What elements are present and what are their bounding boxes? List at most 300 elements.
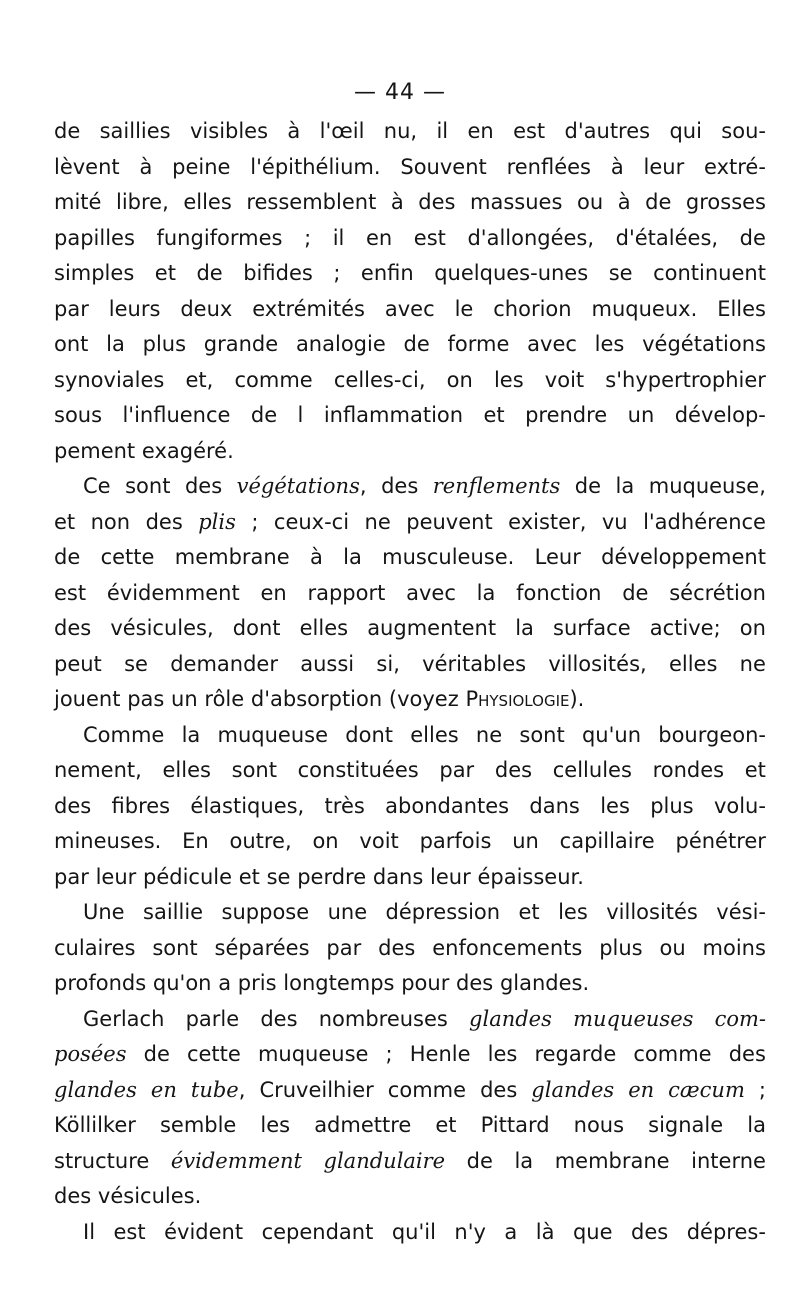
word: les	[594, 332, 625, 356]
word: prendre	[525, 403, 608, 427]
word: a	[504, 1219, 518, 1244]
word: on	[446, 367, 473, 392]
word: par	[326, 935, 362, 960]
word: avec	[406, 580, 456, 605]
word: à	[309, 545, 323, 569]
word: Gerlach	[83, 1006, 165, 1031]
word: une	[327, 900, 368, 924]
word: parfois	[419, 829, 492, 853]
word: ;	[758, 1077, 766, 1102]
word: plus	[599, 935, 643, 960]
word: le	[454, 296, 474, 321]
word: nous	[573, 1113, 625, 1137]
word: la	[615, 474, 635, 498]
word: on	[312, 829, 339, 853]
word: muqueuse	[257, 1042, 369, 1066]
word: épaisseur.	[477, 864, 584, 889]
word: avec	[527, 332, 577, 356]
word: les	[558, 900, 588, 924]
word: dont	[345, 722, 393, 747]
word: séparées	[214, 935, 310, 960]
word: des	[418, 190, 456, 214]
word: nement,	[54, 758, 142, 782]
word: avec	[384, 296, 435, 321]
word: membrane	[554, 1148, 670, 1173]
word: des	[145, 509, 183, 534]
word: celles-ci,	[333, 367, 426, 392]
word: volu-	[713, 793, 766, 818]
word: sous	[54, 403, 103, 427]
word: sécrétion	[669, 580, 766, 605]
word: pas	[127, 687, 165, 711]
word: Köllilker	[54, 1113, 136, 1137]
word: est	[513, 119, 546, 143]
word: mité	[54, 190, 102, 214]
text-line	[54, 469, 766, 505]
word: grosses	[685, 190, 766, 214]
word: outre,	[229, 829, 292, 853]
word: il	[332, 225, 345, 250]
word: en	[467, 119, 494, 143]
word: perdre	[297, 864, 367, 889]
word: de	[574, 474, 602, 498]
word: Pittard	[480, 1113, 550, 1137]
word: leurs	[108, 296, 161, 321]
word: simples	[54, 261, 135, 285]
word: peut	[54, 651, 102, 676]
word: leur	[430, 864, 471, 889]
word: la	[476, 580, 496, 605]
word: libre,	[116, 190, 169, 214]
word: des	[54, 793, 92, 818]
text-line	[54, 895, 766, 931]
word: et	[435, 1113, 457, 1137]
word: il	[436, 119, 449, 143]
body-text	[54, 114, 766, 1250]
word: par	[54, 296, 89, 321]
word: voit	[359, 829, 399, 853]
word: végétations,	[236, 474, 367, 498]
word: demander	[170, 651, 278, 676]
text-line	[54, 682, 766, 718]
word: papilles	[54, 225, 135, 250]
word: s'hypertrophier	[605, 367, 766, 392]
word: dans	[372, 864, 424, 889]
word: ou	[659, 935, 686, 960]
word: de	[54, 119, 81, 143]
word: tube,	[190, 1077, 246, 1102]
word: la	[515, 616, 534, 640]
word: comme	[633, 1042, 712, 1066]
word: saillies	[99, 119, 171, 143]
word: signale	[648, 1113, 724, 1137]
word: pement	[54, 438, 136, 463]
word: ne	[364, 509, 391, 534]
word: visibles	[189, 119, 269, 143]
word: très	[324, 793, 365, 818]
word: muqueux.	[591, 296, 698, 321]
word: saillie	[143, 900, 204, 924]
word: peine	[172, 154, 231, 179]
word: suppose	[221, 900, 310, 924]
word: l'adhérence	[643, 509, 766, 534]
word: de	[143, 1042, 170, 1066]
word: se	[266, 864, 291, 889]
word: dépression	[385, 900, 501, 924]
word: quelques-unes	[434, 261, 589, 285]
word: extré-	[704, 154, 766, 179]
word: la	[747, 1113, 766, 1137]
word: qui	[669, 119, 702, 143]
word: elles	[299, 616, 349, 640]
word: ;	[304, 225, 312, 250]
text-line	[54, 576, 766, 612]
text-line	[54, 185, 766, 221]
text-line	[54, 398, 766, 434]
word: continuent	[653, 261, 766, 285]
word: et	[154, 261, 176, 285]
text-line	[54, 1037, 766, 1073]
word: évident	[164, 1219, 244, 1244]
word: glandes	[54, 1077, 137, 1102]
word: En	[182, 829, 209, 853]
word: des	[378, 935, 416, 960]
word: dévelop-	[674, 403, 766, 427]
word: est	[413, 225, 446, 250]
text-line	[54, 1144, 766, 1180]
word: grande	[203, 332, 279, 356]
word: de	[54, 545, 81, 569]
word: abondantes	[385, 793, 510, 818]
word: là	[535, 1219, 555, 1244]
word: non	[90, 509, 131, 534]
word: et	[54, 509, 76, 534]
word: les	[493, 367, 524, 392]
word: cependant	[261, 1219, 374, 1244]
text-line	[54, 1002, 766, 1038]
text-line	[54, 966, 766, 1002]
word: sont	[519, 722, 565, 747]
text-line	[54, 931, 766, 967]
word: la	[343, 545, 362, 569]
word: évidemment	[106, 580, 240, 605]
word: aussi	[300, 651, 355, 676]
word: exister,	[508, 509, 587, 534]
text-line	[54, 363, 766, 399]
text-line	[54, 1215, 766, 1251]
word: enfin	[360, 261, 414, 285]
word: on	[739, 616, 766, 640]
word: capillaire	[559, 829, 655, 853]
word: des	[54, 1184, 92, 1208]
word: nombreuses	[318, 1006, 448, 1031]
word: cæcum	[668, 1077, 745, 1102]
word: des	[260, 1006, 298, 1031]
word: enfoncements	[432, 935, 583, 960]
word: ou	[576, 190, 604, 214]
word: sont	[125, 474, 171, 498]
word: qu'un	[581, 722, 642, 747]
word: bourgeon-	[658, 722, 766, 747]
text-line	[54, 1108, 766, 1144]
text-line	[54, 221, 766, 257]
word: est	[54, 580, 87, 605]
word: n'y	[454, 1219, 486, 1244]
word: des	[54, 616, 92, 640]
word: analogie	[295, 332, 386, 356]
word: à	[390, 190, 404, 214]
word: d'étalées,	[615, 225, 719, 250]
word: villosités,	[548, 651, 647, 676]
word: développement	[601, 545, 766, 569]
text-line	[54, 647, 766, 683]
word: à	[287, 119, 301, 143]
word: un	[627, 403, 655, 427]
word: en	[628, 1077, 655, 1102]
word: musculeuse.	[382, 545, 515, 569]
word: massues	[470, 190, 563, 214]
word: sont	[231, 758, 277, 782]
word: l'œil	[319, 119, 365, 143]
word: synoviales	[54, 367, 165, 392]
word: leur	[95, 864, 137, 889]
word: villosités	[606, 900, 698, 924]
word: des	[184, 474, 223, 498]
word: d'absorption	[250, 687, 383, 711]
word: parle	[185, 1006, 240, 1031]
word: et	[744, 758, 766, 782]
word: fonction	[516, 580, 602, 605]
word: de	[622, 580, 649, 605]
word: augmentent	[367, 616, 497, 640]
word: sou-	[721, 119, 766, 143]
word: dont	[232, 616, 281, 640]
word: et	[518, 900, 540, 924]
word: elles	[410, 722, 459, 747]
word: Physiologie).	[465, 687, 585, 711]
word: com-	[714, 1006, 766, 1031]
word: est	[113, 1219, 146, 1244]
word: l'épithélium.	[250, 154, 381, 179]
word: un	[171, 687, 198, 711]
word: que	[572, 1219, 613, 1244]
word: dépres-	[686, 1219, 766, 1244]
word: fibres	[111, 793, 171, 818]
word: nu,	[383, 119, 418, 143]
text-line	[54, 114, 766, 150]
word: fungiformes	[156, 225, 283, 250]
word: Ce	[83, 474, 111, 498]
word: et,	[185, 367, 214, 392]
text-line	[54, 505, 766, 541]
word: des	[381, 474, 419, 498]
word: se	[124, 651, 148, 676]
word: cette	[186, 1042, 241, 1066]
word: posées	[54, 1042, 127, 1066]
word: en	[260, 580, 287, 605]
word: et	[483, 403, 505, 427]
word: extrémités	[252, 296, 365, 321]
word: qu'on	[152, 971, 212, 995]
word: surface	[553, 616, 631, 640]
word: renflements	[432, 474, 561, 498]
word: profonds	[54, 971, 147, 995]
word: glandes.	[499, 971, 590, 995]
word: renflées	[506, 154, 591, 179]
word: cette	[100, 545, 155, 569]
word: comme	[234, 367, 313, 392]
word: élastiques,	[190, 793, 305, 818]
word: deux	[180, 296, 233, 321]
word: sont	[152, 935, 198, 960]
word: bifides	[243, 261, 313, 285]
text-line	[54, 1179, 766, 1215]
word: ;	[385, 1042, 393, 1066]
word: muqueuses	[573, 1006, 694, 1031]
word: les	[600, 793, 630, 818]
word: admettre	[314, 1113, 412, 1137]
text-line	[54, 292, 766, 328]
word: Souvent	[400, 154, 487, 179]
text-line	[54, 1073, 766, 1109]
word: vu	[601, 509, 628, 534]
text-line	[54, 540, 766, 576]
word: des	[631, 1219, 669, 1244]
word: l	[297, 403, 304, 427]
text-line	[54, 789, 766, 825]
word: exagéré.	[141, 438, 234, 463]
word: les	[260, 1113, 291, 1137]
word: pénétrer	[675, 829, 766, 853]
word: rondes	[652, 758, 725, 782]
word: des	[456, 971, 494, 995]
word: d'allongées,	[467, 225, 595, 250]
text-line	[54, 327, 766, 363]
word: ceux-ci	[273, 509, 350, 534]
word: (voyez	[388, 687, 459, 711]
word: des	[494, 758, 533, 782]
text-line	[54, 860, 766, 896]
text-line	[54, 718, 766, 754]
word: membrane	[174, 545, 290, 569]
text-line	[54, 611, 766, 647]
word: cellules	[552, 758, 632, 782]
word: la	[106, 332, 125, 356]
word: les	[487, 1042, 518, 1066]
word: de	[466, 1148, 493, 1173]
word: lèvent	[54, 154, 120, 179]
word: pris	[237, 971, 277, 995]
word: peuvent	[406, 509, 493, 534]
word: longtemps	[283, 971, 395, 995]
word: en	[150, 1077, 177, 1102]
word: la	[181, 722, 201, 747]
word: et	[238, 864, 260, 889]
word: comme	[387, 1077, 467, 1102]
word: rôle	[204, 687, 245, 711]
word: dans	[529, 793, 580, 818]
text-line	[54, 824, 766, 860]
word: elles	[668, 651, 718, 676]
word: pédicule	[142, 864, 233, 889]
word: ;	[333, 261, 341, 285]
word: l'influence	[122, 403, 231, 427]
word: de	[739, 225, 766, 250]
word: en	[365, 225, 393, 250]
word: ne	[475, 722, 503, 747]
word: par	[54, 864, 89, 889]
word: Une	[83, 900, 125, 924]
word: interne	[691, 1148, 766, 1173]
word: plus	[142, 332, 187, 356]
word: muqueuse,	[648, 474, 766, 498]
text-line	[54, 753, 766, 789]
word: chorion	[493, 296, 572, 321]
text-line	[54, 434, 766, 470]
word: à	[610, 154, 624, 179]
word: glandes	[531, 1077, 615, 1102]
word: vésicules,	[110, 616, 214, 640]
word: constituées	[297, 758, 419, 782]
word: à	[139, 154, 153, 179]
word: la	[514, 1148, 534, 1173]
word: Cruveilhier	[259, 1077, 374, 1102]
word: plus	[650, 793, 694, 818]
word: si,	[376, 651, 400, 676]
word: évidemment	[170, 1148, 302, 1173]
word: de	[645, 190, 672, 214]
word: regarde	[534, 1042, 617, 1066]
word: ont	[54, 332, 89, 356]
word: pour	[401, 971, 450, 995]
word: mineuses.	[54, 829, 162, 853]
word: qu'il	[391, 1219, 436, 1244]
word: d'autres	[564, 119, 651, 143]
word: par	[439, 758, 475, 782]
word: elles	[183, 190, 232, 214]
word: inflammation	[323, 403, 464, 427]
word: forme	[447, 332, 510, 356]
word: moins	[702, 935, 766, 960]
word: Comme	[83, 722, 165, 747]
word: de	[250, 403, 278, 427]
word: ;	[251, 509, 259, 534]
word: rapport	[307, 580, 386, 605]
text-line	[54, 256, 766, 292]
word: véritables	[422, 651, 527, 676]
word: semble	[159, 1113, 237, 1137]
word: ressemblent	[246, 190, 377, 214]
word: voit	[544, 367, 585, 392]
word: leur	[643, 154, 685, 179]
word: vési-	[716, 900, 766, 924]
word: elles	[162, 758, 211, 782]
word: des	[480, 1077, 518, 1102]
word: de	[196, 261, 223, 285]
word: a	[218, 971, 232, 995]
word: Henle	[409, 1042, 471, 1066]
word: végétations	[642, 332, 766, 356]
word: glandes	[469, 1006, 552, 1031]
word: Leur	[534, 545, 581, 569]
word: muqueuse	[217, 722, 329, 747]
word: ne	[739, 651, 766, 676]
word: Elles	[717, 296, 766, 321]
word: culaires	[54, 935, 136, 960]
word: jouent	[54, 687, 121, 711]
word: à	[617, 190, 631, 214]
text-line	[54, 150, 766, 186]
